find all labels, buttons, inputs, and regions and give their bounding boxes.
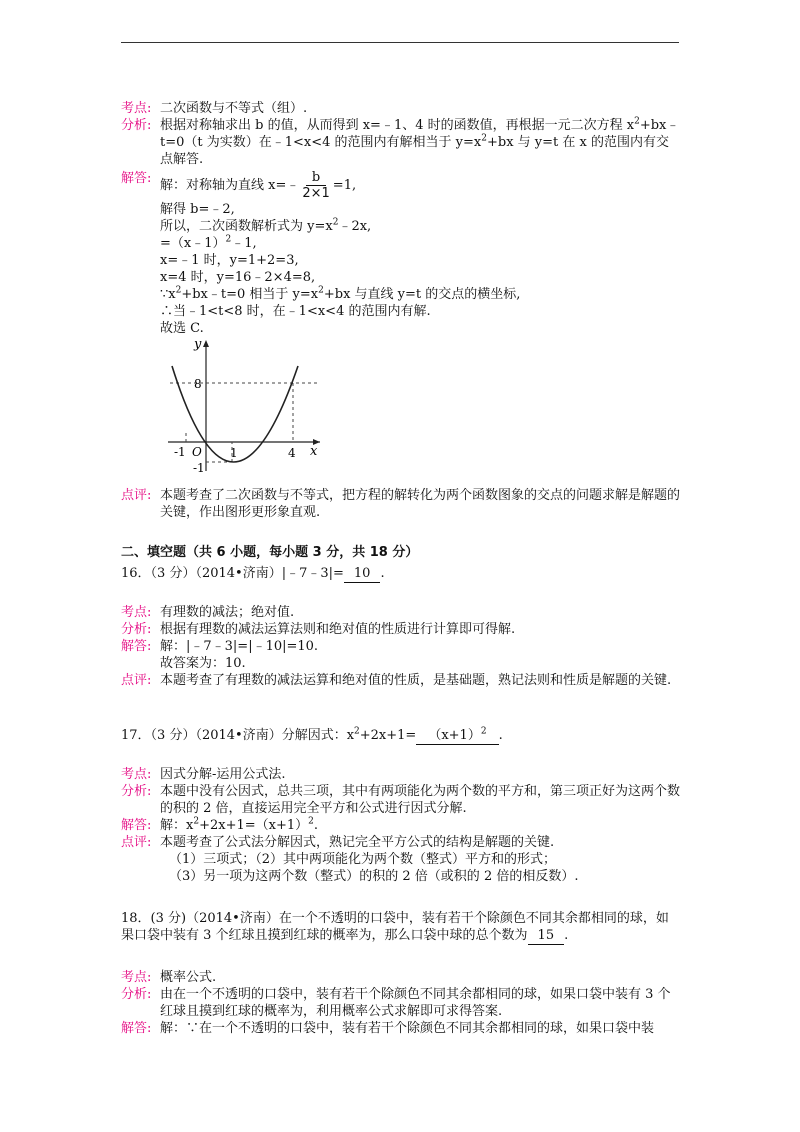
q16-solution bbox=[121, 604, 681, 689]
q17-dianping: 本题考查了公式法分解因式，熟记完全平方公式的结构是解题的关键. bbox=[160, 835, 555, 850]
q16-kaodian: 有理数的减法；绝对值. bbox=[160, 605, 295, 620]
q15-line-2: =（x﹣1）$^2$﹣1, bbox=[160, 234, 257, 251]
q18-answer: 15 bbox=[528, 927, 565, 945]
q16-jieda-2: 故答案为：10. bbox=[160, 656, 246, 671]
q18-jieda: 解：∵在一个不透明的口袋中，装有若干个除颜色不同其余都相同的球，如果口袋中装 bbox=[160, 1021, 655, 1036]
q17-dianping-3: （3）另一项为这两个数（整式）的积的 2 倍（或积的 2 倍的相反数）. bbox=[169, 869, 579, 884]
q15-jieda-lead: 解：对称轴为直线 x=﹣ $\frac{b}{2\times 1}$ =1, bbox=[160, 170, 357, 201]
q18-fenxi: 由在一个不透明的口袋中，装有若干个除颜色不同其余都相同的球，如果口袋中装有 3 个红球且摸到红球的概率为，利用概率公式求解即可求得答案. bbox=[160, 987, 671, 1019]
q15-solution bbox=[121, 100, 681, 337]
q16-dianping: 本题考查了有理数的减法运算和绝对值的性质，是基础题，熟记法则和性质是解题的关键. bbox=[160, 673, 672, 688]
q17-fenxi: 本题中没有公因式，总共三项，其中有两项能化为两个数的平方和，第三项正好为这两个数的积的 2 倍，直接运用完全平方和公式进行因式分解. bbox=[160, 784, 681, 816]
q17-answer: $(x+1)^2$ bbox=[416, 727, 498, 745]
jieda-label: 解答: bbox=[121, 1021, 152, 1036]
q18-stem: 18．(3 分)（2014•济南）在一个不透明的口袋中，装有若干个除颜色不同其余都相同的球，如果口袋中装有 3 个红球且摸到红球的概率为，那么口袋中球的总个数为 15 . bbox=[121, 911, 669, 943]
jieda-label: 解答: bbox=[121, 171, 152, 186]
q18-kaodian: 概率公式. bbox=[160, 970, 217, 985]
tick-neg1-y: -1 bbox=[193, 461, 205, 475]
dianping-label: 点评: bbox=[121, 835, 152, 850]
kaodian-label: 考点: bbox=[121, 101, 152, 116]
origin-label: O bbox=[192, 445, 202, 459]
jieda-label: 解答: bbox=[121, 818, 152, 833]
q15-dianping bbox=[121, 487, 681, 521]
q17-solution bbox=[121, 766, 681, 885]
q15-dianping-text: 本题考查了二次函数与不等式，把方程的解转化为两个函数图象的交点的问题求解是解题的关键，作出图形更形象直观. bbox=[160, 488, 681, 520]
y-axis-arrow bbox=[203, 340, 209, 347]
fenxi-label: 分析: bbox=[121, 622, 152, 637]
header-rule bbox=[121, 42, 679, 43]
dianping-label: 点评: bbox=[121, 673, 152, 688]
q17-jieda: 解：$x^2+2x+1=(x+1)^2$. bbox=[160, 816, 318, 833]
kaodian-label: 考点: bbox=[121, 605, 152, 620]
q15-line-4: x=4 时，y=16﹣2×4=8, bbox=[160, 270, 316, 285]
y-axis-label: y bbox=[194, 337, 202, 352]
x-axis-label: x bbox=[310, 444, 318, 459]
jieda-label: 解答: bbox=[121, 639, 152, 654]
kaodian-label: 考点: bbox=[121, 767, 152, 782]
q16-jieda: 解：|﹣7﹣3|=|﹣10|=10. bbox=[160, 639, 319, 654]
tick-1: 1 bbox=[230, 446, 238, 460]
q15-line-3: x=﹣1 时，y=1+2=3, bbox=[160, 253, 299, 268]
q16-answer: 10 bbox=[344, 565, 381, 583]
q15-line-0: 解得 b=﹣2, bbox=[160, 202, 235, 217]
q15-fenxi-row bbox=[121, 117, 681, 168]
kaodian-label: 考点: bbox=[121, 970, 152, 985]
q18-solution bbox=[121, 969, 681, 1037]
q15-line-5: $\because x^2+bx﹣t=0$ 相当于 $y=x^2+bx$ 与直线 y=t 的交点的横坐标, bbox=[160, 285, 521, 302]
section-heading: 二、填空题（共 6 小题，每小题 3 分，共 18 分） bbox=[121, 545, 419, 560]
q17-dianping-2: （1）三项式；（2）其中两项能化为两个数（整式）平方和的形式； bbox=[169, 852, 557, 867]
q16-stem: 16．（3 分）（2014•济南）|﹣7﹣3|= 10 . bbox=[121, 566, 385, 581]
fenxi-label: 分析: bbox=[121, 118, 152, 133]
fenxi-label: 分析: bbox=[121, 784, 152, 799]
parabola-graph bbox=[160, 336, 330, 476]
fenxi-label: 分析: bbox=[121, 987, 152, 1002]
dianping-label: 点评: bbox=[121, 488, 152, 503]
q15-jieda-row bbox=[121, 170, 681, 201]
q17-stem: 17．（3 分）（2014•济南）分解因式：$x^2+2x+1= (x+1)^2$ . bbox=[121, 726, 503, 743]
q15-line-7: 故选 C. bbox=[160, 321, 204, 336]
q15-kaodian: 二次函数与不等式（组）. bbox=[160, 101, 308, 116]
tick-4: 4 bbox=[288, 446, 296, 460]
q15-line-1: 所以，二次函数解析式为 $y=x^2﹣2x$, bbox=[160, 217, 372, 234]
tick-8: 8 bbox=[194, 377, 202, 391]
q15-kaodian-row bbox=[121, 100, 681, 117]
q15-fenxi: 根据对称轴求出 b 的值，从而得到 x=﹣1、4 时的函数值，再根据一元二次方程 $x^2+bx﹣t=0(t$ 为实数）在﹣1<x<4 的范围内有解相当于 $y=x^2+bx$ 与 y=t 在 x 的范围内有交点解答. bbox=[160, 116, 680, 167]
fraction: $\frac{b}{2\times 1}$ bbox=[302, 170, 330, 201]
q17-kaodian: 因式分解-运用公式法. bbox=[160, 767, 286, 782]
tick-neg1-x: -1 bbox=[174, 445, 186, 459]
q16-fenxi: 根据有理数的减法运算法则和绝对值的性质进行计算即可得解. bbox=[160, 622, 516, 637]
q15-line-6: ∴当﹣1<t<8 时，在﹣1<x<4 的范围内有解. bbox=[160, 304, 431, 319]
